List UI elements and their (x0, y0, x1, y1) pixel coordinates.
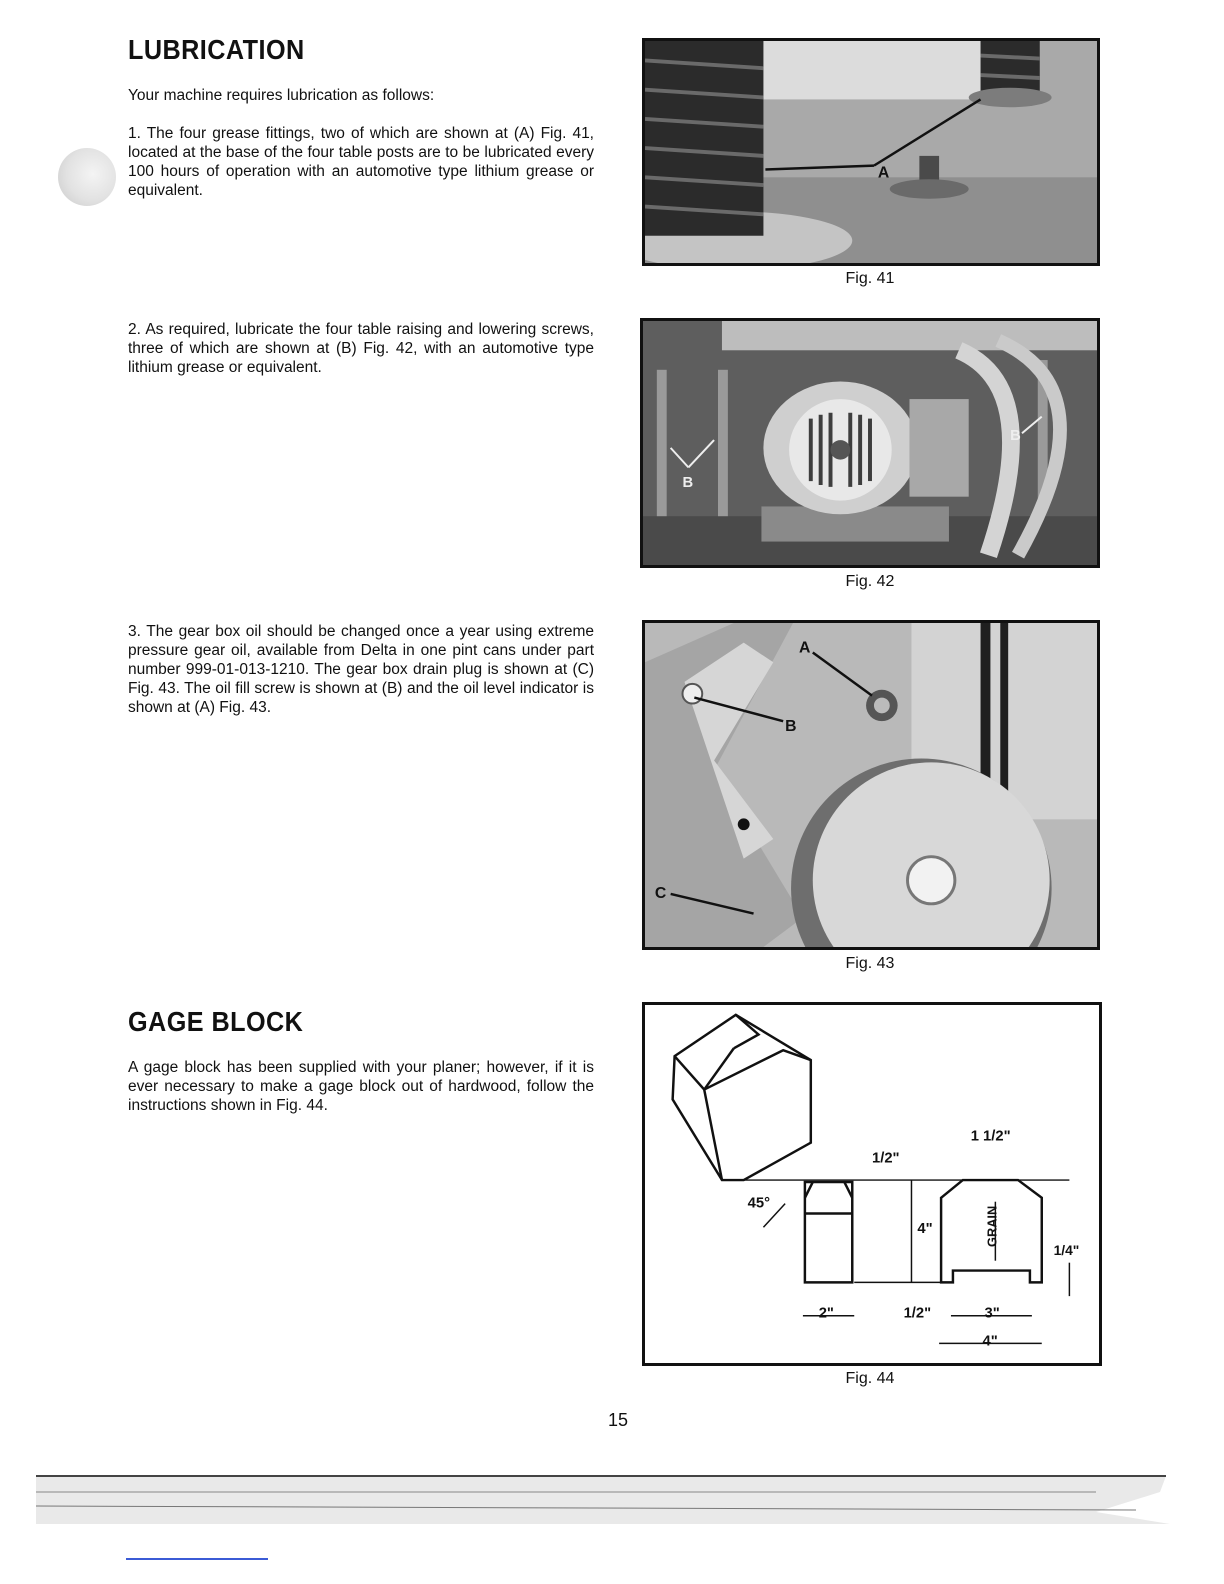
fig43-photo (642, 620, 1100, 950)
fig43-callout-b: B (785, 718, 797, 735)
gage-block-heading: GAGE BLOCK (128, 1006, 304, 1037)
gage-block-side (805, 1182, 852, 1282)
gage-block-text: A gage block has been supplied with your planer; however, if it is ever necessary to make a gage block out of hardwood, follow the instructions shown in Fig. 44. (128, 1059, 594, 1114)
dim-one-and-half: 1 1/2" (970, 1128, 1011, 1145)
dim-height-4: 4" (917, 1221, 933, 1238)
lubrication-intro: Your machine requires lubrication as follows: (128, 87, 435, 104)
lubrication-step-1: 1. The four grease fittings, two of which are shown at (A) Fig. 41, located at the base of the four table posts are to be lubricated every 100 hours of operation with an automotive type lithium grease or equivalent. (128, 125, 594, 199)
dim-4: 4" (982, 1333, 998, 1350)
dim-half-bottom: 1/2" (903, 1305, 932, 1322)
grain-label: GRAIN (984, 1205, 1000, 1247)
fig42-caption: Fig. 42 (845, 573, 895, 590)
lubrication-step-3: 3. The gear box oil should be changed once a year using extreme pressure gear oil, available from Delta in one pint cans under part number 999-01-013-1210. The gear box drain plug is shown at (C) Fig. 43. The oil fill screw is shown at (B) and the oil level indicator is shown at (A) Fig. 43. (128, 623, 594, 716)
punch-hole (58, 148, 116, 206)
footer-link-line[interactable] (126, 1558, 268, 1560)
dim-2: 2" (818, 1305, 834, 1322)
dim-quarter: 1/4" (1053, 1242, 1080, 1258)
scan-edge-artifact (36, 1472, 1170, 1528)
lubrication-step-2: 2. As required, lubricate the four table raising and lowering screws, three of which are shown at (B) Fig. 42, with an automotive type lithium grease or equivalent. (128, 321, 594, 376)
fig41-callout-a: A (877, 164, 890, 182)
dim-angle-45: 45° (747, 1195, 771, 1212)
fig42-callout-b-right: B (1010, 428, 1021, 445)
fig42-photo (640, 318, 1100, 568)
lubrication-heading: LUBRICATION (128, 34, 305, 65)
fig44-diagram (642, 1002, 1102, 1366)
fig41-photo (642, 38, 1100, 266)
fig43-callout-c: C (654, 884, 667, 902)
gage-block-iso (673, 1015, 811, 1180)
fig43-callout-a: A (798, 639, 811, 657)
fig44-caption: Fig. 44 (845, 1370, 895, 1387)
fig41-caption: Fig. 41 (845, 270, 895, 287)
dim-half-top: 1/2" (872, 1150, 900, 1167)
fig42-callout-b-left: B (682, 474, 694, 491)
fig43-caption: Fig. 43 (845, 955, 895, 972)
page-number: 15 (607, 1410, 629, 1430)
dim-3: 3" (984, 1305, 1000, 1322)
